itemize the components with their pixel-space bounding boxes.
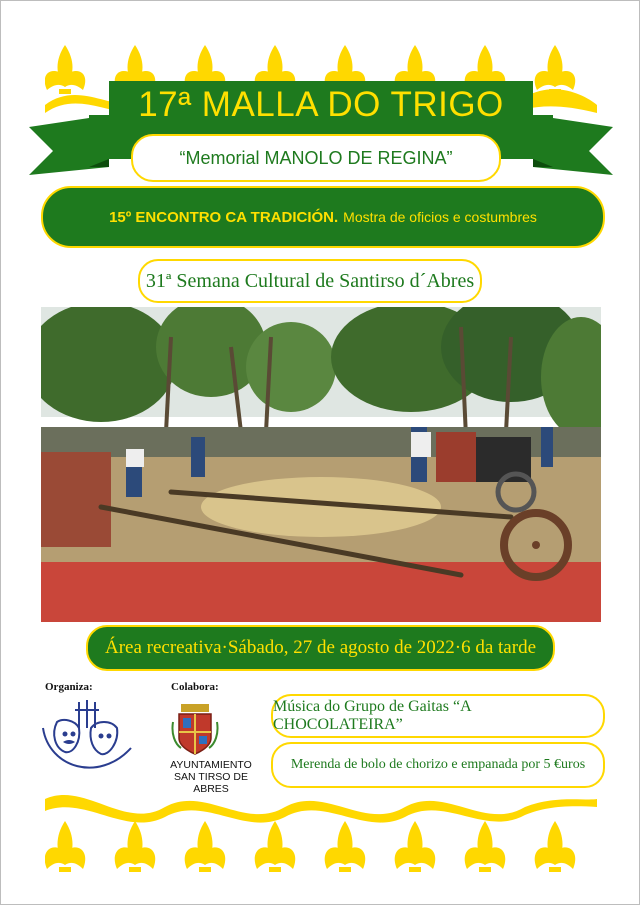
ayuntamiento-line-2: SAN TIRSO DE ABRES — [174, 771, 248, 795]
asociacion-cultural-logo — [39, 698, 135, 780]
merenda-info: Merenda de bolo de chorizo e empanada por 5 €uros — [271, 742, 605, 788]
event-time: 6 da tarde — [461, 637, 536, 658]
encontro-banner — [41, 186, 605, 248]
organiza-label: Organiza: — [45, 681, 93, 693]
bottom-fleur-ornament — [45, 791, 597, 886]
semana-cultural-label: 31ª Semana Cultural de Santirso d´Abres — [138, 259, 482, 303]
separator-2: · — [454, 637, 462, 658]
separator-1: · — [221, 637, 228, 658]
event-date: Sábado, 27 de agosto de 2022 — [227, 637, 455, 658]
memorial-subtitle: “Memorial MANOLO DE REGINA” — [131, 134, 501, 182]
event-details-bar — [86, 625, 555, 671]
title-banner — [109, 81, 533, 129]
event-place: Área recreativa — [104, 637, 222, 658]
encontro-description: Mostra de oficios e costumbres — [343, 209, 537, 225]
ayuntamiento-coat-of-arms — [171, 704, 219, 756]
encontro-title: 15º ENCONTRO CA TRADICIÓN. — [109, 208, 339, 226]
ayuntamiento-line-1: AYUNTAMIENTO — [170, 759, 252, 771]
colabora-label: Colabora: — [171, 681, 219, 693]
event-photo — [41, 307, 601, 622]
musica-info: Música do Grupo de Gaitas “A CHOCOLATEIRA” — [271, 694, 605, 738]
event-title: 17ª MALLA DO TRIGO — [138, 85, 504, 124]
